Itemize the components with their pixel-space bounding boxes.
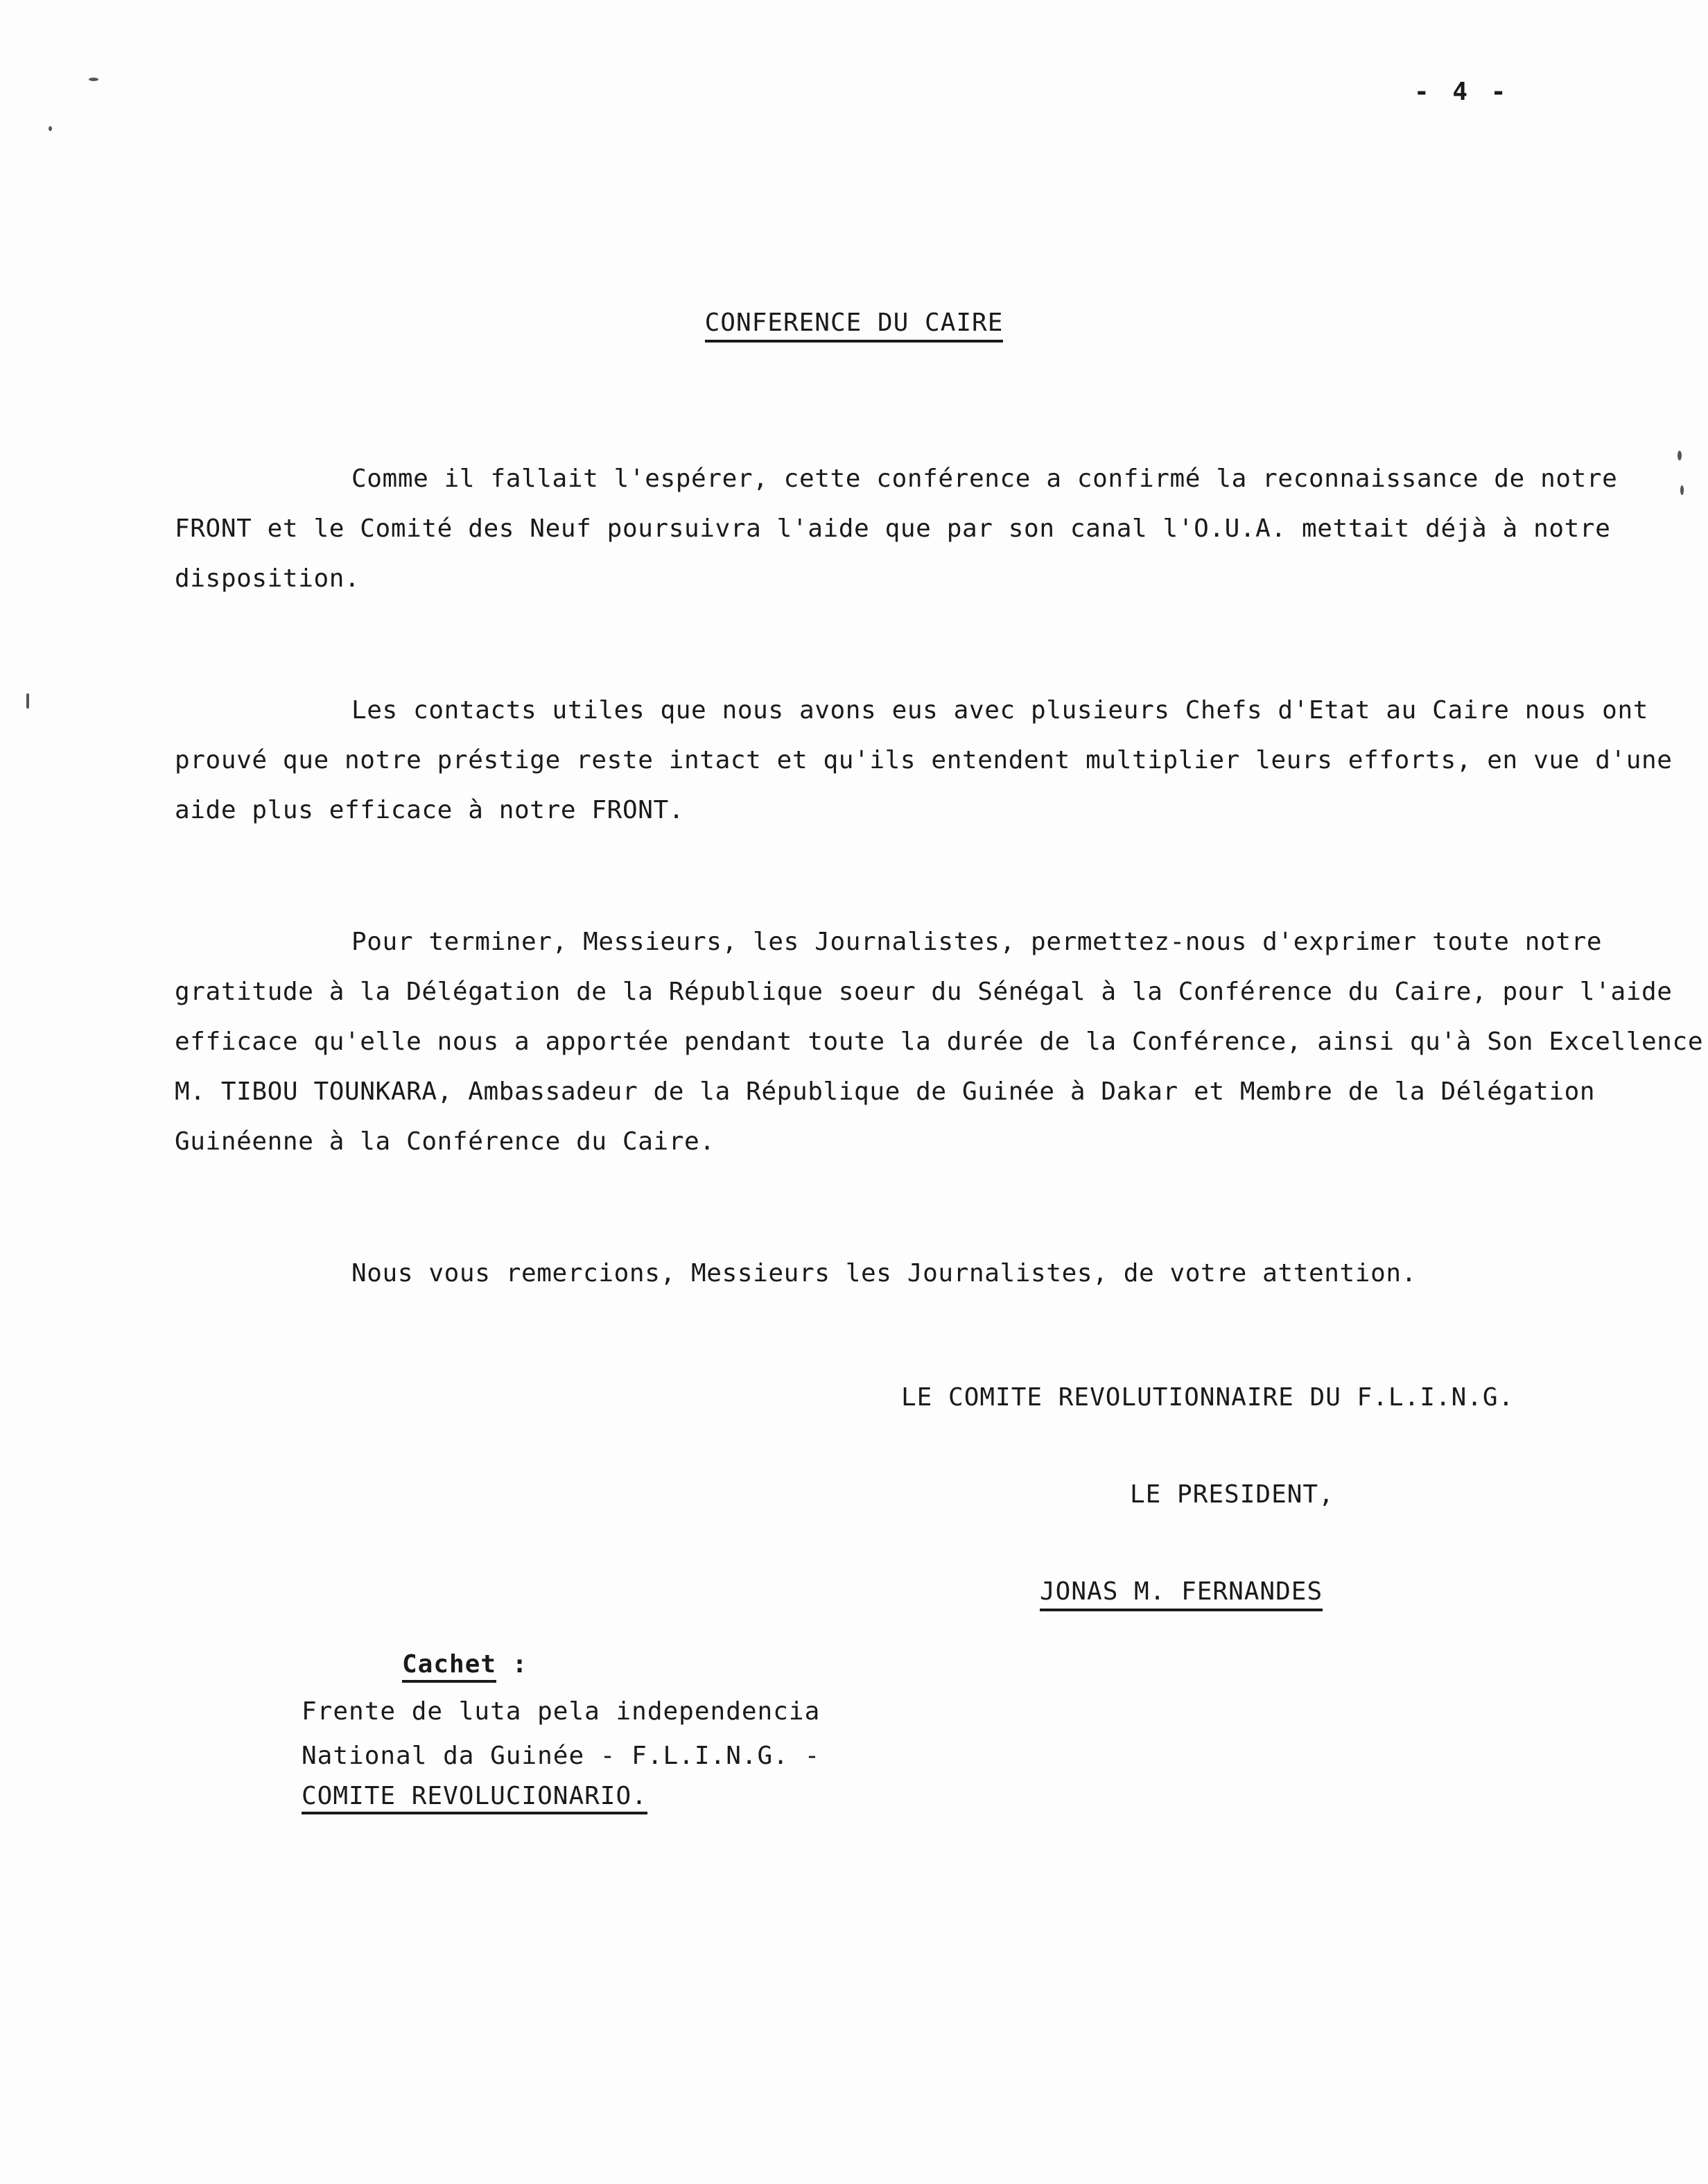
section-title-text: CONFERENCE DU CAIRE [705,309,1004,343]
scan-speck [89,78,98,81]
paragraph-heads-of-state-contacts: Les contacts utiles que nous avons eus avec plusieurs Chefs d'Etat au Caire nous ont prouvé que notre préstige reste intact et qu'ils entendent multiplier leurs efforts, en vue d'une aide plus efficace à notre FRONT. [175,696,1673,824]
paragraph-conference-recognition: Comme il fallait l'espérer, cette conférence a confirmé la reconnaissance de notre FRONT et le Comité des Neuf poursuivra l'aide que par son canal l'O.U.A. mettait déjà à notre disposition. [175,465,1618,593]
stamp-line-national: National da Guinée - F.L.I.N.G. - [302,1742,821,1770]
scan-speck [26,693,29,709]
scan-speck [1678,451,1682,460]
stamp-line-committee: COMITE REVOLUCIONARIO. [302,1782,647,1814]
section-title [0,309,1708,337]
scan-speck [49,126,52,131]
body-text [175,454,1707,1299]
signature-role: LE PRESIDENT, [1130,1480,1334,1509]
scan-speck [1680,485,1684,495]
paragraph-gratitude: Pour terminer, Messieurs, les Journalistes, permettez-nous d'exprimer toute notre gratitude à la Délégation de la République soeur du Sénégal à la Conférence du Caire, pour l'aide efficace qu'elle nous a apportée pendant toute la durée de la Conférence, ainsi qu'à Son Excellence M. TIBOU TOUNKARA, Ambassadeur de la République de Guinée à Dakar et Membre de la Délégation Guinéenne à la Conférence du Caire. [175,928,1704,1156]
stamp-label [402,1650,528,1679]
page-number: - 4 - [1414,78,1510,106]
stamp-label-colon: : [496,1650,528,1679]
signature-committee: LE COMITE REVOLUTIONNAIRE DU F.L.I.N.G. [901,1383,1515,1412]
stamp-line-front-name: Frente de luta pela independencia [302,1697,821,1726]
stamp-label-text: Cachet [402,1650,496,1683]
signature-name: JONAS M. FERNANDES [1040,1577,1323,1611]
paragraph-thanks: Nous vous remercions, Messieurs les Journalistes, de votre attention. [351,1259,1417,1288]
